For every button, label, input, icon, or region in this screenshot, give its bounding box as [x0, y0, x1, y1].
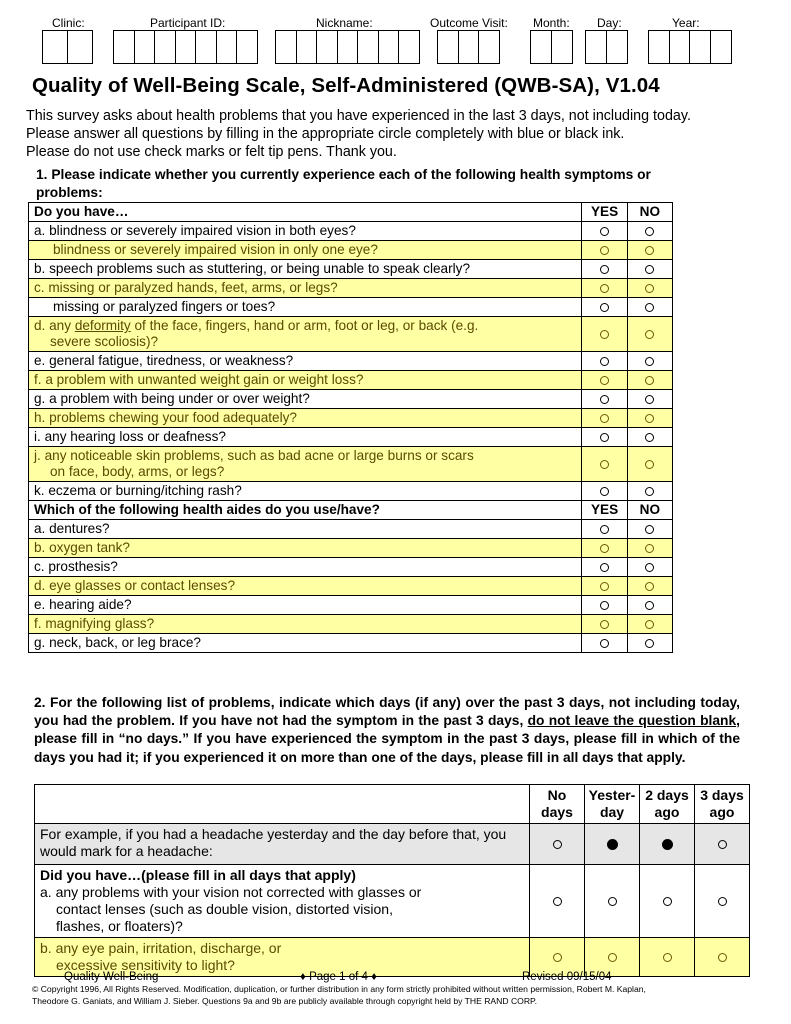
column-header-3-days-ago — [695, 785, 750, 824]
outcome-visit-boxes[interactable] — [437, 30, 499, 64]
no-radio[interactable] — [645, 620, 654, 629]
no-radio[interactable] — [645, 414, 654, 423]
no-radio[interactable] — [645, 284, 654, 293]
yes-radio[interactable] — [600, 303, 609, 312]
example-circle — [553, 840, 562, 849]
example-filled-circle — [607, 839, 618, 850]
section2-heading — [34, 694, 740, 767]
question-text: flashes, or floaters)? — [56, 918, 183, 934]
entry-box[interactable] — [216, 30, 238, 64]
did-you-have-heading: Did you have…(please fill in all days that apply) — [40, 867, 356, 883]
entry-box[interactable] — [175, 30, 197, 64]
question-text: b. any eye pain, irritation, discharge, or — [40, 940, 282, 956]
year-boxes[interactable] — [648, 30, 730, 64]
question-label — [29, 317, 582, 352]
footer-revised: Revised 09/15/04 — [522, 971, 612, 983]
no-radio[interactable] — [645, 433, 654, 442]
nickname-label: Nickname: — [316, 16, 373, 30]
day-boxes[interactable] — [585, 30, 626, 64]
question-label: a. blindness or severely impaired vision in both eyes? — [29, 222, 582, 241]
no-radio[interactable] — [645, 395, 654, 404]
entry-box[interactable] — [551, 30, 573, 64]
yes-radio[interactable] — [600, 433, 609, 442]
yes-radio[interactable] — [600, 563, 609, 572]
footer-page: ♦ Page 1 of 4 ♦ — [300, 971, 377, 983]
question-text: excessive sensitivity to light? — [56, 957, 235, 973]
example-filled-circle — [662, 839, 673, 850]
yes-radio[interactable] — [600, 414, 609, 423]
no-radio[interactable] — [645, 639, 654, 648]
question-text-underlined: deformity — [74, 318, 131, 333]
question-label: g. a problem with being under or over weight? — [29, 390, 582, 409]
no-radio[interactable] — [645, 227, 654, 236]
yes-radio[interactable] — [600, 376, 609, 385]
entry-box[interactable] — [67, 30, 93, 64]
intro-text — [26, 107, 691, 161]
yes-radio[interactable] — [600, 582, 609, 591]
aid-label: g. neck, back, or leg brace? — [29, 634, 582, 653]
yes-radio[interactable] — [600, 357, 609, 366]
three-days-ago-radio[interactable] — [718, 897, 727, 906]
no-radio[interactable] — [645, 487, 654, 496]
yes-radio[interactable] — [600, 265, 609, 274]
example-text: For example, if you had a headache yesterday and the day before that, you would mark for a headache: — [35, 824, 530, 865]
question-text: a. any problems with your vision not corrected with glasses or — [40, 884, 422, 900]
yes-radio[interactable] — [600, 330, 609, 339]
no-radio[interactable] — [645, 582, 654, 591]
copyright-notice — [32, 984, 762, 1007]
no-radio[interactable] — [645, 357, 654, 366]
entry-box[interactable] — [275, 30, 297, 64]
no-radio[interactable] — [645, 246, 654, 255]
yes-radio[interactable] — [600, 246, 609, 255]
participant-id-label: Participant ID: — [150, 16, 226, 30]
question-label: missing or paralyzed fingers or toes? — [29, 298, 582, 317]
entry-box[interactable] — [669, 30, 691, 64]
month-label: Month: — [533, 16, 570, 30]
aid-label: f. magnifying glass? — [29, 615, 582, 634]
no-radio[interactable] — [645, 563, 654, 572]
intro-line: Please do not use check marks or felt tip pens. Thank you. — [26, 144, 397, 160]
entry-box[interactable] — [316, 30, 338, 64]
yes-radio[interactable] — [600, 601, 609, 610]
yes-radio[interactable] — [600, 284, 609, 293]
two-days-ago-radio[interactable] — [663, 953, 672, 962]
no-radio[interactable] — [645, 601, 654, 610]
two-days-ago-radio[interactable] — [663, 897, 672, 906]
question-text: d. any — [34, 318, 75, 333]
column-header-line: ago — [709, 804, 735, 820]
no-radio[interactable] — [645, 544, 654, 553]
column-header-no-days — [530, 785, 585, 824]
no-radio[interactable] — [645, 303, 654, 312]
question-text: on face, body, arms, or legs? — [50, 464, 225, 479]
yes-column-header: YES — [582, 501, 627, 520]
question-text: of the face, fingers, hand or arm, foot or leg, or back (e.g. — [130, 318, 479, 333]
copyright-line: Theodore G. Ganiats, and William J. Sieber. Questions 9a and 9b are publicly available through copyright held by THE RAND CORP. — [32, 995, 538, 1006]
column-header-line: Yester- — [588, 787, 636, 803]
column-header-line: days — [541, 804, 573, 820]
entry-box[interactable] — [530, 30, 552, 64]
intro-line: This survey asks about health problems that you have experienced in the last 3 days, not including today. — [26, 108, 691, 124]
entry-box[interactable] — [113, 30, 135, 64]
outcome-visit-label: Outcome Visit: — [430, 16, 508, 30]
table-header-question: Do you have… — [29, 203, 582, 222]
entry-box[interactable] — [337, 30, 359, 64]
symptoms-table — [28, 202, 673, 653]
intro-line: Please answer all questions by filling in the appropriate circle completely with blue or black ink. — [26, 126, 625, 142]
question-text: contact lenses (such as double vision, distorted vision, — [56, 901, 393, 917]
entry-box[interactable] — [648, 30, 670, 64]
question-label: i. any hearing loss or deafness? — [29, 428, 582, 447]
question-label: h. problems chewing your food adequately? — [29, 409, 582, 428]
clinic-boxes[interactable] — [42, 30, 91, 64]
yes-radio[interactable] — [600, 620, 609, 629]
yesterday-radio[interactable] — [608, 953, 617, 962]
column-header-line: 2 days — [645, 787, 689, 803]
entry-box[interactable] — [154, 30, 176, 64]
entry-box[interactable] — [437, 30, 459, 64]
entry-box[interactable] — [478, 30, 500, 64]
three-days-ago-radio[interactable] — [718, 953, 727, 962]
column-header-line: No — [547, 787, 567, 803]
yes-radio[interactable] — [600, 639, 609, 648]
footer-left: Quality Well-Being — [64, 971, 159, 983]
aid-label: a. dentures? — [29, 520, 582, 539]
entry-box[interactable] — [195, 30, 217, 64]
entry-box[interactable] — [585, 30, 607, 64]
year-label: Year: — [672, 16, 700, 30]
no-column-header: NO — [627, 203, 672, 222]
yes-radio[interactable] — [600, 460, 609, 469]
column-header-line: ago — [654, 804, 680, 820]
no-radio[interactable] — [645, 376, 654, 385]
entry-box[interactable] — [689, 30, 711, 64]
entry-box[interactable] — [378, 30, 400, 64]
entry-box[interactable] — [357, 30, 379, 64]
no-days-radio[interactable] — [553, 953, 562, 962]
aid-label: d. eye glasses or contact lenses? — [29, 577, 582, 596]
section2-heading-text: , please fill in “no days.” If you have experienced the symptom in the past 3 days, please fill in which of the days you had it; if you experienced it on more than one of the days, please fill in all days that apply. — [34, 713, 740, 765]
section2-heading-underlined: do not leave the question blank — [527, 713, 737, 729]
yes-radio[interactable] — [600, 395, 609, 404]
blank-header-cell — [35, 785, 530, 824]
question-label: c. missing or paralyzed hands, feet, arms, or legs? — [29, 279, 582, 298]
nickname-boxes[interactable] — [275, 30, 419, 64]
aid-label: b. oxygen tank? — [29, 539, 582, 558]
yes-radio[interactable] — [600, 544, 609, 553]
section2-heading-text: 2. For the following list of problems, indicate which days (if any) over the past 3 days, not including today, you had the problem. If you have not had the symptom in the past 3 days, — [34, 695, 740, 729]
yesterday-radio[interactable] — [608, 897, 617, 906]
aids-header: Which of the following health aides do you use/have? — [29, 501, 582, 520]
entry-box[interactable] — [458, 30, 480, 64]
day-label: Day: — [597, 16, 622, 30]
entry-box[interactable] — [710, 30, 732, 64]
column-header-line: day — [599, 804, 625, 820]
aid-label: c. prosthesis? — [29, 558, 582, 577]
no-radio[interactable] — [645, 460, 654, 469]
no-radio[interactable] — [645, 330, 654, 339]
no-radio[interactable] — [645, 525, 654, 534]
clinic-label: Clinic: — [52, 16, 85, 30]
question-label: f. a problem with unwanted weight gain or weight loss? — [29, 371, 582, 390]
aid-label: e. hearing aide? — [29, 596, 582, 615]
days-table — [34, 784, 750, 977]
question-text: j. any noticeable skin problems, such as bad acne or large burns or scars — [34, 448, 474, 463]
entry-box[interactable] — [296, 30, 318, 64]
question-label — [29, 447, 582, 482]
question-label: e. general fatigue, tiredness, or weakness? — [29, 352, 582, 371]
question-text: severe scoliosis)? — [50, 334, 159, 349]
no-radio[interactable] — [645, 265, 654, 274]
participant-id-boxes[interactable] — [113, 30, 257, 64]
example-circle — [718, 840, 727, 849]
entry-box[interactable] — [42, 30, 68, 64]
question-label — [35, 865, 530, 938]
question-label: b. speech problems such as stuttering, or being unable to speak clearly? — [29, 260, 582, 279]
entry-box[interactable] — [134, 30, 156, 64]
column-header-line: 3 days — [700, 787, 744, 803]
no-column-header: NO — [627, 501, 672, 520]
no-days-radio[interactable] — [553, 897, 562, 906]
yes-radio[interactable] — [600, 487, 609, 496]
question-label: k. eczema or burning/itching rash? — [29, 482, 582, 501]
entry-box[interactable] — [606, 30, 628, 64]
yes-column-header: YES — [582, 203, 627, 222]
copyright-line: © Copyright 1996, All Rights Reserved. Modification, duplication, or further distribution in any form strictly prohibited without written permission, Robert M. Kaplan, — [32, 984, 646, 994]
column-header-yesterday — [585, 785, 640, 824]
yes-radio[interactable] — [600, 227, 609, 236]
month-boxes[interactable] — [530, 30, 571, 64]
question-label: blindness or severely impaired vision in only one eye? — [29, 241, 582, 260]
column-header-2-days-ago — [640, 785, 695, 824]
yes-radio[interactable] — [600, 525, 609, 534]
entry-box[interactable] — [236, 30, 258, 64]
entry-box[interactable] — [398, 30, 420, 64]
page-title: Quality of Well-Being Scale, Self-Administered (QWB-SA), V1.04 — [32, 74, 660, 97]
section1-heading: 1. Please indicate whether you currently experience each of the following health symptoms or problems: — [36, 167, 651, 200]
